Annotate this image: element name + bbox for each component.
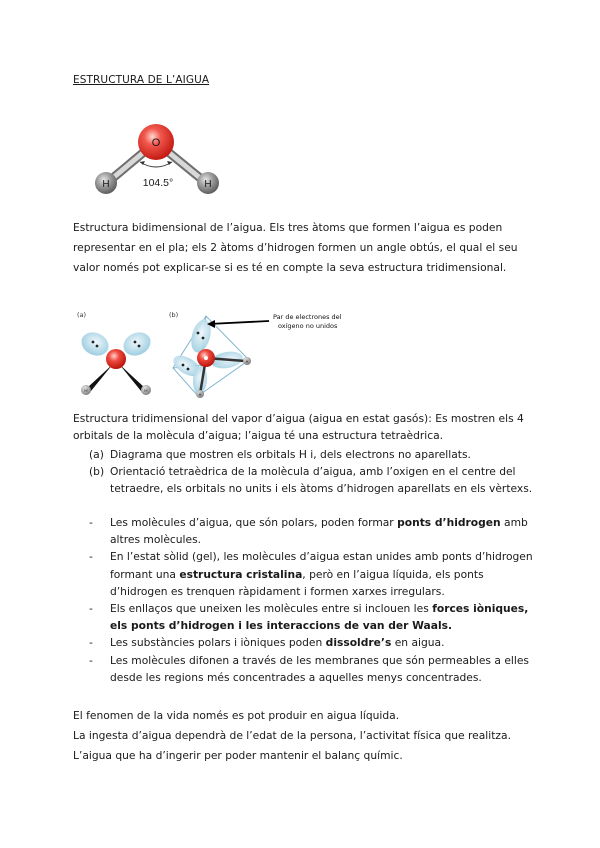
figure-caption-list: [73, 446, 543, 497]
bullet-text: Les substàncies polars i iòniques poden: [110, 636, 326, 650]
bullet-item: [73, 548, 543, 600]
bullet-bold-text: estructura cristalina: [179, 567, 303, 581]
closing-line: El fenomen de la vida només es pot produir en aigua líquida.: [73, 709, 400, 722]
h-label-b-right: H: [245, 359, 249, 364]
paragraph-3d-structure: Estructura tridimensional del vapor d’aigua (aigua en estat gasós): Es mostren els 4 orbitals de la molècula d’aigua; l’aigua té una estructura tetraèdrica.: [73, 412, 524, 442]
bullet-dash: -: [89, 602, 93, 616]
angle-label: 104.5°: [142, 177, 174, 189]
bullet-dash: -: [89, 550, 93, 564]
annotation-line-2: oxígeno no unidos: [278, 322, 338, 330]
annotation-line-1: Par de electrones del: [273, 313, 342, 321]
list-item: [73, 446, 543, 463]
water-2d-figure: [88, 120, 248, 205]
bullet-bold-text: ponts d’hidrogen: [397, 516, 501, 529]
h-label-a-right: H: [144, 389, 148, 394]
properties-bullet-list: [73, 514, 543, 686]
figure-label-a: (a): [77, 311, 87, 319]
bullet-text: en aigua.: [391, 636, 445, 650]
bullet-text: En l’estat sòlid (gel), les molècules d’aigua estan unides amb ponts d’hidrogen formant una: [110, 550, 533, 581]
orbital-diagram-b: [170, 316, 269, 398]
hydrogen-right-label: H: [204, 179, 212, 190]
bullet-dash: -: [89, 636, 93, 650]
list-item: [73, 463, 543, 497]
angle-arc: [140, 162, 172, 167]
water-3d-figure: [73, 308, 363, 408]
list-item-text: Diagrama que mostren els orbitals H i, dels electrons no aparellats.: [110, 448, 471, 461]
closing-line: La ingesta d’aigua dependrà de l’edat de la persona, l’activitat física que realitza.: [73, 729, 511, 742]
closing-line: L’aigua que ha d’ingerir per poder mantenir el balanç químic.: [73, 749, 403, 762]
bullet-bold-text: forces iòniques, els ponts d’hidrogen i les interaccions de van der Waals.: [110, 602, 529, 633]
bullet-dash: -: [89, 516, 93, 529]
page-title: ESTRUCTURA DE L’AIGUA: [73, 74, 210, 86]
list-item-label: (b): [89, 465, 105, 478]
bullet-item: [73, 634, 543, 651]
h-label-a-left: H: [84, 389, 88, 394]
list-item-text: Orientació tetraèdrica de la molècula d’aigua, amb l’oxigen en el centre del tetraedre, els orbitals no units i els àtoms d’hidrogen aparellats en els vèrtexs.: [110, 465, 533, 495]
bullet-dash: -: [89, 653, 93, 667]
bullet-item: [73, 652, 543, 686]
bullet-text: Les molècules difonen a través de les membranes que són permeables a elles desde les regions més concentrades a aquelles menys concentrades.: [110, 653, 529, 684]
oxygen-label: O: [151, 137, 161, 149]
orbital-diagram-a: [78, 328, 155, 395]
bullet-bold-text: dissoldre’s: [325, 636, 392, 650]
paragraph-2d-structure: Estructura bidimensional de l’aigua. Els tres àtoms que formen l’aigua es poden representar en el pla; els 2 àtoms d’hidrogen formen un angle obtús, el qual el seu valor només pot explicar-se si es té en compte la seva estructura tridimensional.: [73, 221, 518, 274]
bullet-item: [73, 514, 543, 548]
bullet-text: amb altres molècules.: [110, 516, 528, 547]
closing-paragraphs: [73, 706, 543, 766]
bullet-text: Les molècules d’aigua, que són polars, poden formar: [110, 516, 398, 529]
figure-label-b: (b): [169, 311, 179, 319]
bullet-text: , però en l’aigua líquida, els ponts d’hidrogen es trenquen ràpidament i formen xarxes irregulars.: [110, 567, 484, 598]
list-item-label: (a): [89, 448, 104, 461]
bullet-text: Els enllaços que uneixen les molècules entre si inclouen les: [110, 602, 433, 616]
bullet-item: [73, 600, 543, 634]
hydrogen-left-label: H: [102, 179, 110, 190]
h-label-b-bottom: H: [198, 392, 202, 397]
